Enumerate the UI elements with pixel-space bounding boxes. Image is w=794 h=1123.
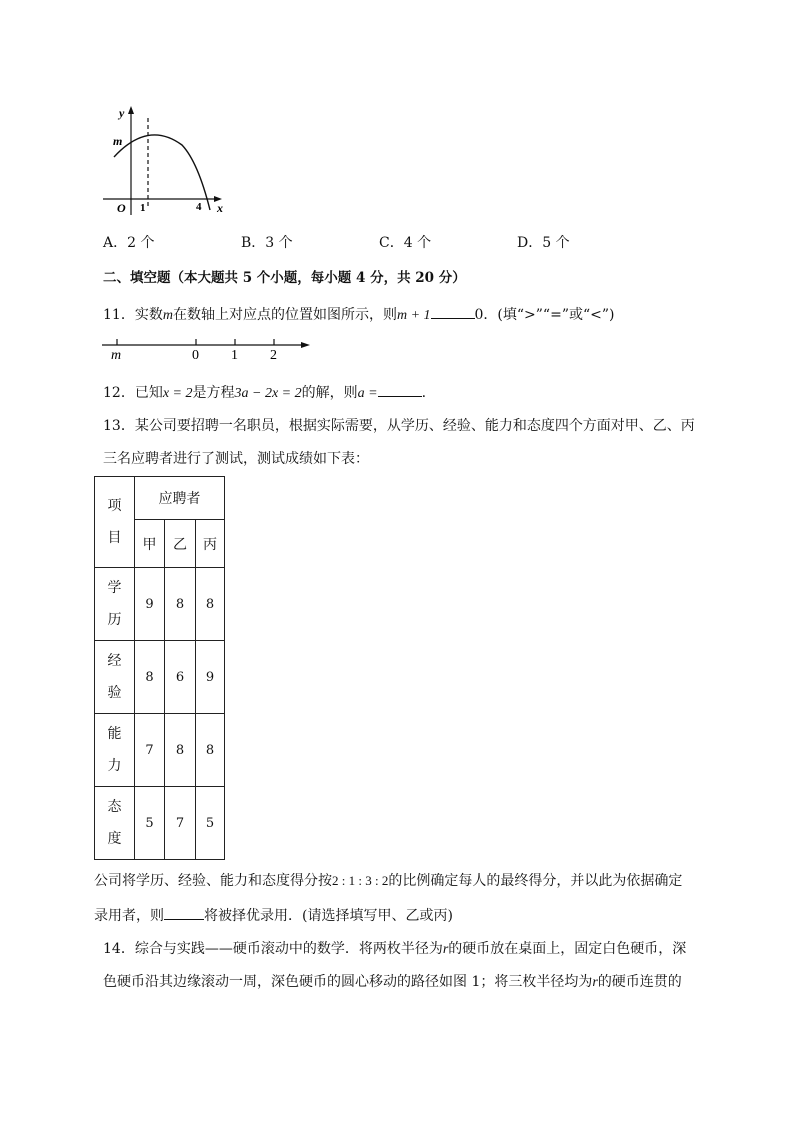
row-label-2: 历 bbox=[107, 612, 122, 628]
header-item-2: 目 bbox=[107, 530, 122, 546]
option-d[interactable]: D．5 个 bbox=[517, 235, 570, 251]
q12-text-d: . bbox=[421, 385, 427, 401]
col-header-b: 乙 bbox=[165, 520, 196, 568]
q14-line1-a: 14．综合与实践——硬币滚动中的数学．将两枚半径为 bbox=[103, 941, 443, 957]
q13-last-b: 将被择优录用．(请选择填写甲、乙或丙) bbox=[204, 908, 453, 924]
label-y: y bbox=[119, 106, 125, 120]
label-tick-4: 4 bbox=[196, 201, 202, 213]
cell-c: 9 bbox=[196, 641, 225, 714]
cell-c: 8 bbox=[196, 568, 225, 641]
q12-expr-1: x = 2 bbox=[162, 386, 193, 401]
cell-a: 9 bbox=[135, 568, 165, 641]
cell-a: 7 bbox=[135, 714, 165, 787]
q14-r-1: r bbox=[442, 942, 449, 957]
q12-text-a: 12．已知 bbox=[103, 385, 163, 401]
row-label-2: 力 bbox=[107, 758, 122, 774]
option-b[interactable]: B．3 个 bbox=[241, 235, 293, 251]
number-line-arrow bbox=[301, 342, 310, 348]
q11-var-m: m bbox=[162, 308, 173, 323]
q11-text-b: 在数轴上对应点的位置如图所示，则 bbox=[172, 307, 397, 323]
question-14-line-1 bbox=[103, 939, 686, 960]
option-a[interactable]: A．2 个 bbox=[103, 235, 155, 251]
q12-answer-blank[interactable] bbox=[378, 382, 422, 397]
row-label-1: 学 bbox=[107, 580, 122, 596]
q14-line2-b: 的硬币连贯的 bbox=[597, 974, 682, 990]
question-13-line-1: 13．某公司要招聘一名职员，根据实际需要，从学历、经验、能力和态度四个方面对甲、乙、丙 bbox=[103, 418, 695, 434]
option-c[interactable]: C．4 个 bbox=[379, 235, 432, 251]
header-item-1: 项 bbox=[107, 498, 122, 514]
table-row bbox=[95, 787, 225, 860]
cell-a: 5 bbox=[135, 787, 165, 860]
label-0: 0 bbox=[192, 348, 199, 363]
label-x: x bbox=[217, 201, 223, 215]
question-11 bbox=[103, 304, 614, 326]
question-14-line-2 bbox=[103, 972, 682, 993]
q11-answer-blank[interactable] bbox=[431, 304, 475, 319]
row-label bbox=[95, 568, 135, 641]
row-label bbox=[95, 714, 135, 787]
q11-expr: m + 1 bbox=[396, 308, 431, 323]
parabola-figure bbox=[100, 100, 230, 220]
q14-line1-b: 的硬币放在桌面上，固定白色硬币，深 bbox=[448, 941, 687, 957]
q13-ratio: 2 : 1 : 3 : 2 bbox=[332, 873, 389, 888]
cell-c: 5 bbox=[196, 787, 225, 860]
row-label-2: 验 bbox=[107, 685, 122, 701]
label-origin: O bbox=[117, 201, 126, 215]
section-heading: 二、填空题（本大题共 5 个小题，每小题 4 分，共 20 分） bbox=[103, 270, 466, 286]
cell-b: 6 bbox=[165, 641, 196, 714]
cell-c: 8 bbox=[196, 714, 225, 787]
cell-b: 8 bbox=[165, 568, 196, 641]
score-table bbox=[94, 476, 225, 860]
y-axis-arrow bbox=[128, 106, 134, 114]
cell-b: 8 bbox=[165, 714, 196, 787]
q12-expr-3: a = bbox=[357, 386, 378, 401]
q12-expr-2: 3a − 2x = 2 bbox=[234, 386, 302, 401]
header-applicants: 应聘者 bbox=[135, 477, 225, 520]
cell-b: 7 bbox=[165, 787, 196, 860]
q11-text-a: 11．实数 bbox=[103, 307, 163, 323]
col-header-a: 甲 bbox=[135, 520, 165, 568]
q14-r-2: r bbox=[592, 975, 598, 990]
number-line bbox=[100, 336, 315, 364]
row-label-1: 态 bbox=[107, 799, 122, 815]
cell-a: 8 bbox=[135, 641, 165, 714]
col-header-c: 丙 bbox=[196, 520, 225, 568]
row-label-1: 能 bbox=[107, 726, 122, 742]
question-12 bbox=[103, 382, 426, 404]
label-tick-1: 1 bbox=[140, 202, 146, 214]
question-13-last bbox=[94, 905, 453, 926]
q13-after-b: 的比例确定每人的最终得分，并以此为依据确定 bbox=[388, 873, 683, 889]
q13-answer-blank[interactable] bbox=[164, 905, 204, 920]
q12-text-c: 的解，则 bbox=[301, 385, 358, 401]
header-item bbox=[95, 477, 135, 568]
q14-line2-a: 色硬币沿其边缘滚动一周，深色硬币的圆心移动的路径如图 1；将三枚半径均为 bbox=[103, 974, 593, 990]
q13-last-a: 录用者，则 bbox=[94, 908, 164, 924]
q13-after-a: 公司将学历、经验、能力和态度得分按 bbox=[94, 873, 332, 889]
q11-text-c: 0．(填“>”“=”或“<”) bbox=[474, 307, 615, 323]
table-row bbox=[95, 568, 225, 641]
label-m: m bbox=[113, 134, 123, 148]
question-13-line-2: 三名应聘者进行了测试，测试成绩如下表： bbox=[103, 451, 369, 467]
row-label-1: 经 bbox=[107, 653, 122, 669]
question-13-after bbox=[94, 871, 682, 891]
row-label bbox=[95, 787, 135, 860]
label-1: 1 bbox=[231, 348, 238, 363]
table-row bbox=[95, 714, 225, 787]
row-label bbox=[95, 641, 135, 714]
row-label-2: 度 bbox=[107, 831, 122, 847]
q12-text-b: 是方程 bbox=[192, 385, 235, 401]
label-2: 2 bbox=[270, 348, 277, 363]
table-row bbox=[95, 641, 225, 714]
label-m: m bbox=[111, 348, 122, 363]
